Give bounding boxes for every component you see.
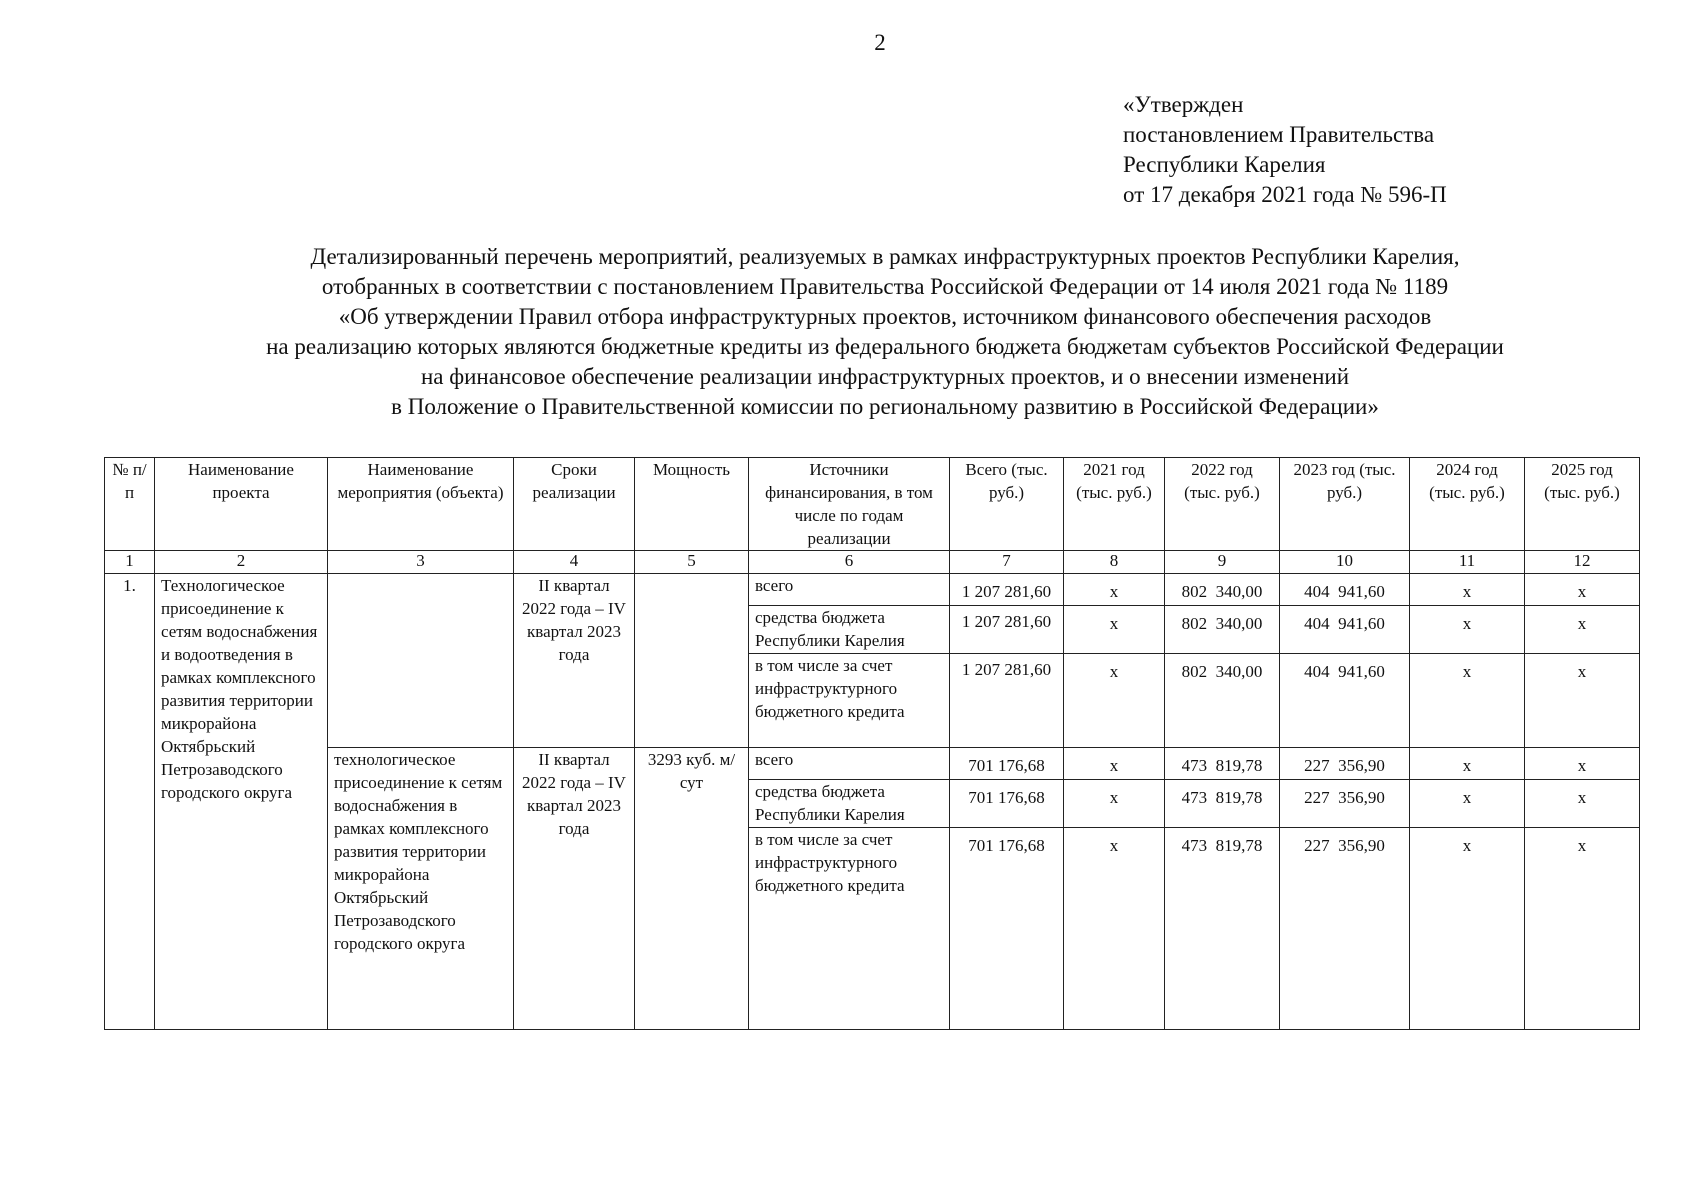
value-2025: х <box>1525 654 1640 748</box>
event-terms: II квартал 2022 года – IV квартал 2023 года <box>514 748 635 1030</box>
total-value: 701 176,68 <box>950 748 1064 780</box>
value-2022: 473 819,78 <box>1165 828 1280 1030</box>
value-2025: х <box>1525 606 1640 654</box>
column-number: 11 <box>1410 551 1525 574</box>
table-header-row <box>105 458 1640 551</box>
table-row <box>105 748 1640 780</box>
header-2023: 2023 год (тыс. руб.) <box>1280 458 1410 551</box>
title-line: «Об утверждении Правил отбора инфраструктурных проектов, источником финансового обеспечения расходов <box>338 304 1432 329</box>
value-2022: 802 340,00 <box>1165 574 1280 606</box>
header-2022: 2022 год (тыс. руб.) <box>1165 458 1280 551</box>
value-2021: х <box>1064 780 1165 828</box>
row-number: 1. <box>105 574 155 1030</box>
total-value: 701 176,68 <box>950 828 1064 1030</box>
column-number: 10 <box>1280 551 1410 574</box>
value-2024: х <box>1410 654 1525 748</box>
source-label: в том числе за счет инфраструктурного бюджетного кредита <box>749 828 950 1030</box>
capacity-empty-cell <box>635 574 749 748</box>
approval-line: «Утвержден <box>1123 92 1244 117</box>
value-2025: х <box>1525 828 1640 1030</box>
source-label: средства бюджета Республики Карелия <box>749 606 950 654</box>
approval-line: постановлением Правительства <box>1123 122 1435 147</box>
value-2023: 404 941,60 <box>1280 606 1410 654</box>
header-sources: Источники финансирования, в том числе по годам реализации <box>749 458 950 551</box>
value-2022: 473 819,78 <box>1165 780 1280 828</box>
event-empty-cell <box>328 574 514 748</box>
value-2024: х <box>1410 574 1525 606</box>
source-label: средства бюджета Республики Карелия <box>749 780 950 828</box>
value-2025: х <box>1525 748 1640 780</box>
header-2025: 2025 год (тыс. руб.) <box>1525 458 1640 551</box>
value-2025: х <box>1525 574 1640 606</box>
total-value: 1 207 281,60 <box>950 574 1064 606</box>
header-2021: 2021 год (тыс. руб.) <box>1064 458 1165 551</box>
page-number: 2 <box>874 30 886 55</box>
column-number: 12 <box>1525 551 1640 574</box>
column-number: 8 <box>1064 551 1165 574</box>
header-total: Всего (тыс. руб.) <box>950 458 1064 551</box>
value-2021: х <box>1064 606 1165 654</box>
total-value: 1 207 281,60 <box>950 606 1064 654</box>
source-label: всего <box>749 574 950 606</box>
value-2022: 802 340,00 <box>1165 654 1280 748</box>
header-project: Наименование проекта <box>155 458 328 551</box>
value-2022: 473 819,78 <box>1165 748 1280 780</box>
value-2023: 227 356,90 <box>1280 828 1410 1030</box>
value-2023: 227 356,90 <box>1280 780 1410 828</box>
total-value: 701 176,68 <box>950 780 1064 828</box>
column-number: 9 <box>1165 551 1280 574</box>
column-number: 4 <box>514 551 635 574</box>
approval-line: от 17 декабря 2021 года № 596-П <box>1123 182 1447 207</box>
header-event: Наименование мероприятия (объекта) <box>328 458 514 551</box>
column-number: 5 <box>635 551 749 574</box>
column-number: 3 <box>328 551 514 574</box>
header-2024: 2024 год (тыс. руб.) <box>1410 458 1525 551</box>
event-capacity: 3293 куб. м/сут <box>635 748 749 1030</box>
header-no: № п/п <box>105 458 155 551</box>
value-2023: 404 941,60 <box>1280 654 1410 748</box>
title-line: в Положение о Правительственной комиссии по региональному развитию в Российской Федерации» <box>391 394 1379 419</box>
value-2024: х <box>1410 606 1525 654</box>
title-line: на реализацию которых являются бюджетные кредиты из федерального бюджета бюджетам субъектов Российской Федерации <box>266 334 1504 359</box>
value-2021: х <box>1064 654 1165 748</box>
header-terms: Сроки реализации <box>514 458 635 551</box>
total-value: 1 207 281,60 <box>950 654 1064 748</box>
source-label: в том числе за счет инфраструктурного бюджетного кредита <box>749 654 950 748</box>
value-2021: х <box>1064 828 1165 1030</box>
project-name: Технологическое присоединение к сетям водоснабжения и водоотведения в рамках комплексного развития территории микрорайона Октябрьский Петрозаводского городского округа <box>155 574 328 1030</box>
title-line: на финансовое обеспечение реализации инфраструктурных проектов, и о внесении изменений <box>420 364 1350 389</box>
column-number-row <box>105 551 1640 574</box>
column-number: 2 <box>155 551 328 574</box>
value-2024: х <box>1410 780 1525 828</box>
events-table <box>104 457 1640 1030</box>
table-row <box>105 574 1640 606</box>
value-2022: 802 340,00 <box>1165 606 1280 654</box>
column-number: 6 <box>749 551 950 574</box>
project-terms: II квартал 2022 года – IV квартал 2023 года <box>514 574 635 748</box>
column-number: 7 <box>950 551 1064 574</box>
event-name: технологическое присоединение к сетям водоснабжения в рамках комплексного развития территории микрорайона Октябрьский Петрозаводского городского округа <box>328 748 514 1030</box>
document-title <box>160 242 1610 422</box>
value-2021: х <box>1064 574 1165 606</box>
value-2024: х <box>1410 748 1525 780</box>
header-capacity: Мощность <box>635 458 749 551</box>
title-line: Детализированный перечень мероприятий, реализуемых в рамках инфраструктурных проектов Республики Карелия, <box>310 244 1460 269</box>
source-label: всего <box>749 748 950 780</box>
approval-line: Республики Карелия <box>1123 152 1326 177</box>
value-2023: 404 941,60 <box>1280 574 1410 606</box>
value-2023: 227 356,90 <box>1280 748 1410 780</box>
value-2025: х <box>1525 780 1640 828</box>
title-line: отобранных в соответствии с постановлением Правительства Российской Федерации от 14 июля 2021 года № 1189 <box>321 274 1449 299</box>
column-number: 1 <box>105 551 155 574</box>
approval-stamp <box>1123 90 1447 210</box>
value-2021: х <box>1064 748 1165 780</box>
value-2024: х <box>1410 828 1525 1030</box>
